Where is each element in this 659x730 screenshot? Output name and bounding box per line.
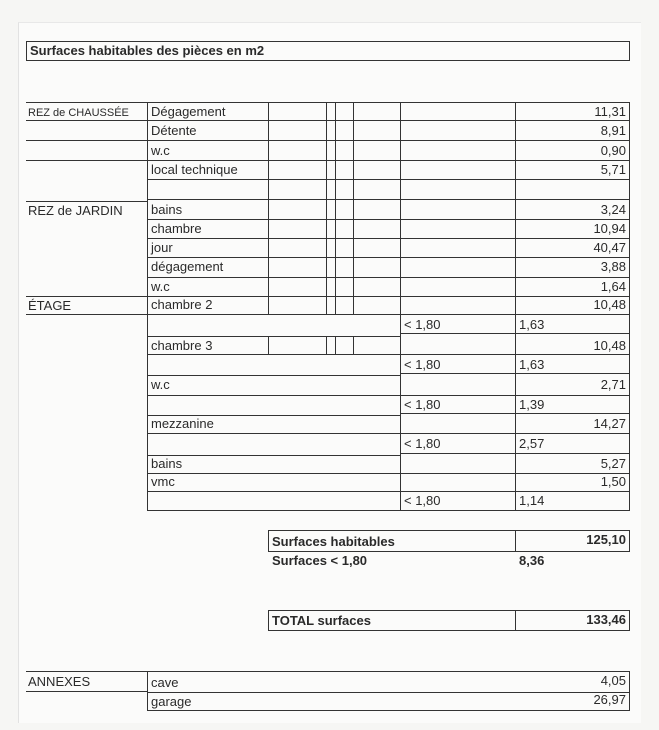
room-name: w.c bbox=[151, 377, 170, 392]
room-name: bains bbox=[151, 202, 183, 217]
level-rez-de-jardin: REZ de JARDIN bbox=[28, 203, 123, 218]
room-name: vmc bbox=[151, 474, 175, 489]
under-180-area: 2,57 bbox=[519, 436, 545, 451]
room-name: Dégagement bbox=[151, 104, 226, 119]
room-name: bains bbox=[151, 456, 183, 471]
room-name: jour bbox=[151, 240, 173, 255]
level-rez-de-chaussee: REZ de CHAUSSÉE bbox=[28, 107, 129, 119]
under-180-label: < 1,80 bbox=[404, 317, 441, 332]
annex-name: garage bbox=[151, 694, 192, 709]
surfaces-under-180-value: 8,36 bbox=[519, 553, 545, 568]
room-area: 10,48 bbox=[593, 338, 626, 353]
total-surfaces-label: TOTAL surfaces bbox=[272, 613, 371, 628]
room-area: 3,24 bbox=[600, 202, 626, 217]
under-180-area: 1,39 bbox=[519, 397, 545, 412]
room-area: 2,71 bbox=[600, 377, 626, 392]
under-180-label: < 1,80 bbox=[404, 357, 441, 372]
room-name: chambre bbox=[151, 221, 202, 236]
room-name: dégagement bbox=[151, 259, 224, 274]
level-etage: ÉTAGE bbox=[28, 298, 72, 313]
annex-area: 4,05 bbox=[600, 673, 626, 688]
room-area: 40,47 bbox=[593, 240, 626, 255]
total-surfaces-value: 133,46 bbox=[586, 612, 626, 627]
under-180-label: < 1,80 bbox=[404, 436, 441, 451]
room-name: chambre 2 bbox=[151, 297, 213, 312]
room-area: 1,64 bbox=[600, 279, 626, 294]
surfaces-habitables-label: Surfaces habitables bbox=[272, 534, 395, 549]
level-annexes: ANNEXES bbox=[28, 674, 91, 689]
surfaces-under-180-label: Surfaces < 1,80 bbox=[272, 553, 368, 568]
room-area: 3,88 bbox=[600, 259, 626, 274]
title-box bbox=[26, 41, 630, 61]
room-name: local technique bbox=[151, 162, 238, 177]
page-title: Surfaces habitables des pièces en m2 bbox=[30, 43, 265, 58]
room-name: mezzanine bbox=[151, 416, 214, 431]
room-area: 14,27 bbox=[593, 416, 626, 431]
room-name: w.c bbox=[151, 143, 170, 158]
room-area: 5,71 bbox=[600, 162, 626, 177]
under-180-area: 1,63 bbox=[519, 357, 545, 372]
under-180-area: 1,63 bbox=[519, 317, 545, 332]
room-area: 0,90 bbox=[600, 143, 626, 158]
room-area: 5,27 bbox=[600, 456, 626, 471]
under-180-area: 1,14 bbox=[519, 493, 545, 508]
room-area: 8,91 bbox=[600, 123, 626, 138]
room-area: 10,94 bbox=[593, 221, 626, 236]
room-area: 11,31 bbox=[594, 104, 626, 119]
under-180-label: < 1,80 bbox=[404, 397, 441, 412]
room-name: chambre 3 bbox=[151, 338, 213, 353]
room-area: 10,48 bbox=[593, 297, 626, 312]
surfaces-habitables-value: 125,10 bbox=[586, 532, 626, 547]
under-180-label: < 1,80 bbox=[404, 493, 441, 508]
annex-area: 26,97 bbox=[593, 692, 626, 707]
room-name: w.c bbox=[151, 279, 170, 294]
room-name: Détente bbox=[151, 123, 197, 138]
annex-name: cave bbox=[151, 675, 179, 690]
room-area: 1,50 bbox=[600, 474, 626, 489]
